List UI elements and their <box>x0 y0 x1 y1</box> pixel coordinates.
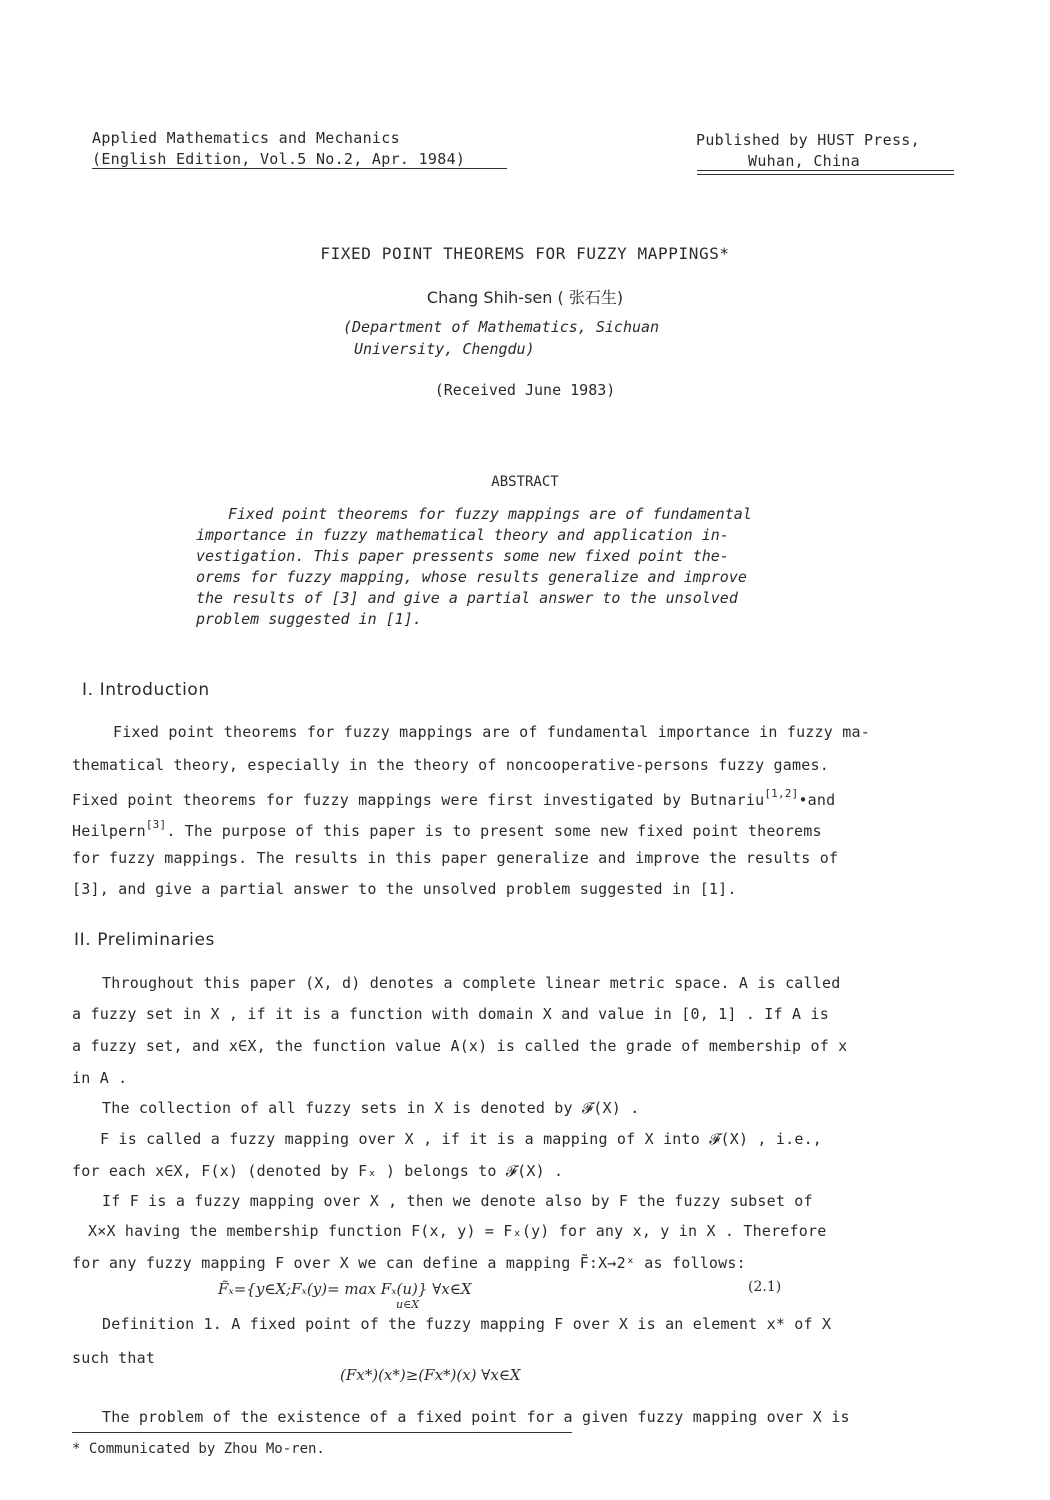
text-line: F is called a fuzzy mapping over X , if it is a mapping of X into 𝓕(X) , i.e., <box>100 1130 823 1148</box>
text-line: Fixed point theorems for fuzzy mappings were first investigated by Butnariu[1,2]•and <box>72 787 836 809</box>
text-line: for any fuzzy mapping F over X we can define a mapping F̃:X→2ˣ as follows: <box>72 1254 746 1272</box>
section-heading-introduction: I. Introduction <box>82 680 210 700</box>
equation-number: (2.1) <box>748 1279 782 1295</box>
text-line: Throughout this paper (X, d) denotes a complete linear metric space. A is called <box>102 974 841 992</box>
text-line: The problem of the existence of a fixed point for a given fuzzy mapping over X is <box>102 1408 850 1426</box>
text-line: The collection of all fuzzy sets in X is denoted by 𝓕(X) . <box>102 1099 640 1117</box>
affiliation-line-2: University, Chengdu) <box>354 340 535 358</box>
header-rule-right <box>697 170 954 171</box>
publisher-place: Wuhan, China <box>748 152 860 170</box>
affiliation-line-1: (Department of Mathematics, Sichuan <box>343 318 660 336</box>
equation-2-1-subscript: u∈X <box>396 1298 420 1311</box>
citation: [3] <box>145 818 167 831</box>
text-line: If F is a fuzzy mapping over X , then we denote also by F the fuzzy subset of <box>102 1192 813 1210</box>
abstract-line: vestigation. This paper pressents some new fixed point the- <box>196 547 729 565</box>
text-line: for fuzzy mappings. The results in this paper generalize and improve the results of <box>72 849 839 867</box>
footnote-rule <box>72 1432 572 1433</box>
text-line: a fuzzy set, and x∈X, the function value A(x) is called the grade of membership of x <box>72 1037 848 1055</box>
abstract-line: the results of [3] and give a partial answer to the unsolved <box>196 589 738 607</box>
header-rule-left <box>92 168 507 169</box>
text-line: a fuzzy set in X , if it is a function with domain X and value in [0, 1] . If A is <box>72 1005 829 1023</box>
paper-title: FIXED POINT THEOREMS FOR FUZZY MAPPINGS* <box>320 244 730 263</box>
section-heading-preliminaries: II. Preliminaries <box>74 930 216 950</box>
text-line: Heilpern[3]. The purpose of this paper is to present some new fixed point theorems <box>72 818 822 840</box>
abstract-line: Fixed point theorems for fuzzy mappings are of fundamental <box>228 505 752 523</box>
definition-line: Definition 1. A fixed point of the fuzzy mapping F over X is an element x* of X <box>102 1315 832 1333</box>
citation: [1,2] <box>764 787 799 800</box>
text-line: X×X having the membership function F(x, y) = Fₓ(y) for any x, y in X . Therefore <box>88 1222 827 1240</box>
header-rule-right-2 <box>697 174 954 175</box>
text-line: Fixed point theorems for fuzzy mappings are of fundamental importance in fuzzy ma- <box>113 723 870 741</box>
journal-name: Applied Mathematics and Mechanics <box>92 129 400 147</box>
text-line: thematical theory, especially in the theory of noncooperative-persons fuzzy games. <box>72 756 829 774</box>
publisher: Published by HUST Press, <box>696 131 920 149</box>
equation-2-1: F̃ₓ={y∈X;Fₓ(y)= max Fₓ(u)} ∀x∈X <box>218 1280 472 1298</box>
abstract-heading: ABSTRACT <box>491 474 559 490</box>
footnote: * Communicated by Zhou Mo-ren. <box>72 1441 325 1457</box>
abstract-line: problem suggested in [1]. <box>196 610 422 628</box>
journal-edition: (English Edition, Vol.5 No.2, Apr. 1984) <box>92 150 466 168</box>
author: Chang Shih-sen ( 张石生) <box>426 288 624 307</box>
text-line: [3], and give a partial answer to the unsolved problem suggested in [1]. <box>72 880 737 898</box>
text-line: such that <box>72 1349 156 1367</box>
abstract-line: importance in fuzzy mathematical theory and application in- <box>196 526 729 544</box>
equation-fixed-point: (Fx*)(x*)≥(Fx*)(x) ∀x∈X <box>340 1366 521 1384</box>
text-line: for each x∈X, F(x) (denoted by Fₓ ) belongs to 𝓕(X) . <box>72 1162 564 1180</box>
received-date: (Received June 1983) <box>434 381 616 399</box>
text-line: in A . <box>72 1069 128 1087</box>
abstract-line: orems for fuzzy mapping, whose results generalize and improve <box>196 568 747 586</box>
